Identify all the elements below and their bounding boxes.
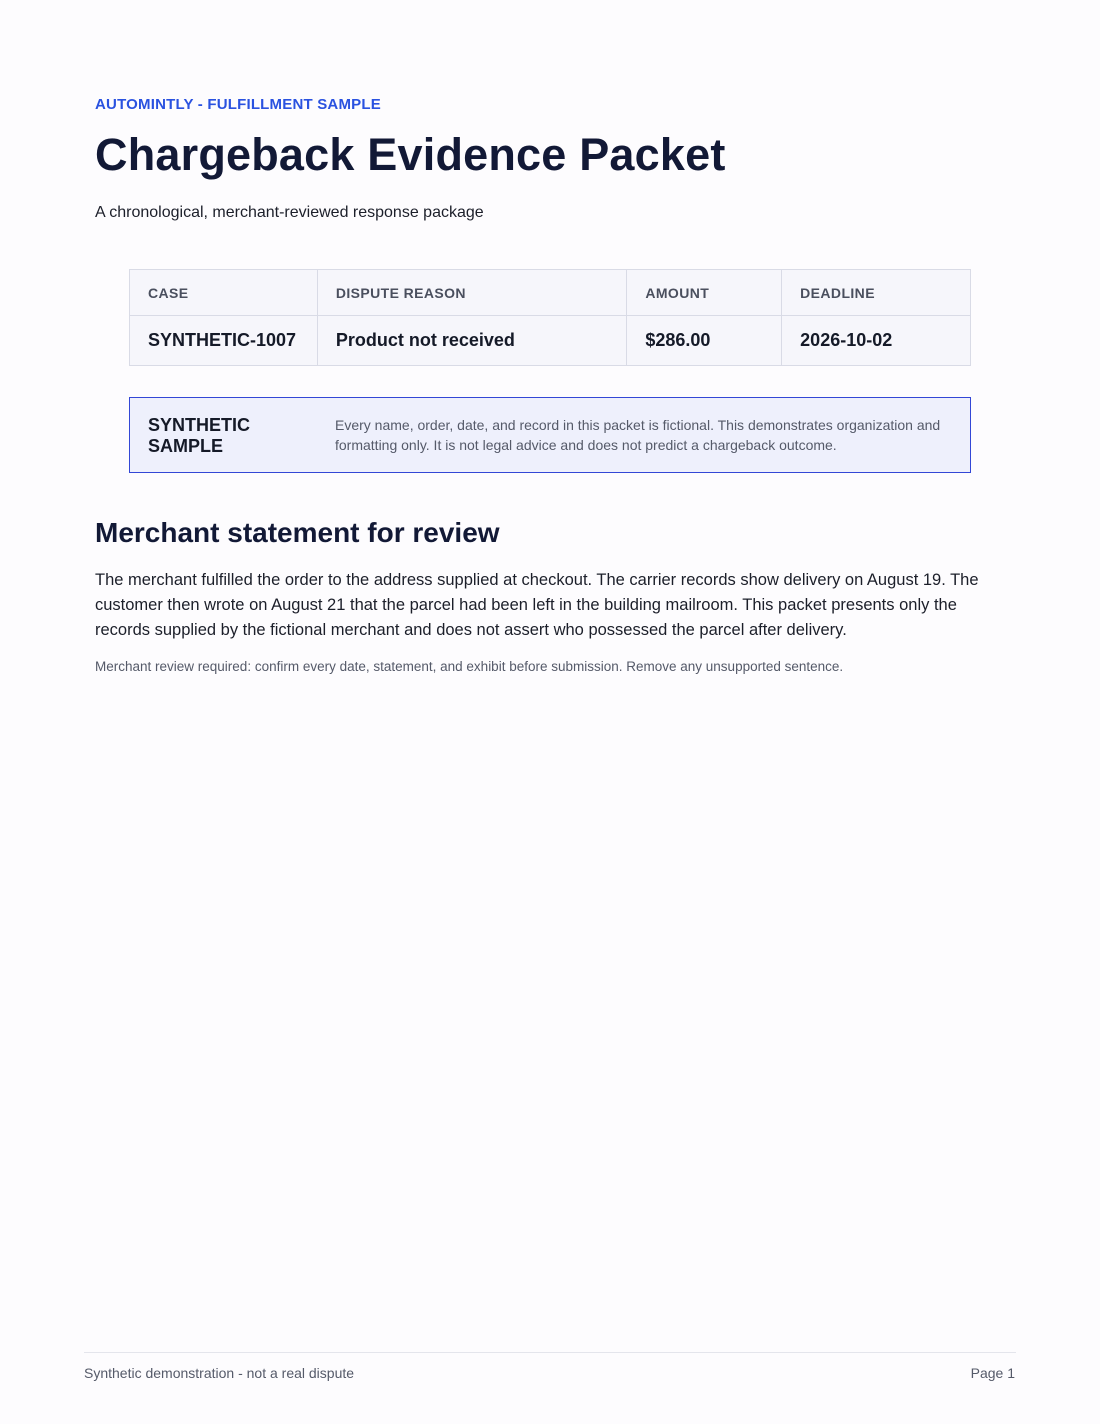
case-summary-value-row: [130, 316, 971, 366]
page-title: Chargeback Evidence Packet: [95, 129, 726, 180]
synthetic-sample-notice: [129, 397, 971, 473]
section-heading: Merchant statement for review: [95, 517, 500, 548]
case-summary-header-row: [130, 270, 971, 316]
merchant-statement: The merchant fulfilled the order to the address supplied at checkout. The carrier records show delivery on August 19. The customer then wrote on August 21 that the parcel had been left in the building mailroom. This packet presents only the records supplied by the fictional merchant and does not assert who possessed the parcel after delivery.: [95, 571, 979, 639]
dispute-reason-column-header: DISPUTE REASON: [317, 270, 626, 316]
page-number: Page 1: [970, 1365, 1015, 1381]
case-summary-table: [129, 269, 971, 366]
notice-label-line: SYNTHETIC: [148, 415, 251, 435]
footer-divider: [84, 1352, 1016, 1353]
deadline-column-header: DEADLINE: [782, 270, 971, 316]
case-column-header: CASE: [130, 270, 318, 316]
notice-text: Every name, order, date, and record in this packet is fictional. This demonstrates organization and formatting only. It is not legal advice and does not predict a chargeback outcome.: [335, 417, 941, 453]
amount-column-header: AMOUNT: [627, 270, 782, 316]
notice-label: [148, 415, 298, 457]
document-eyebrow: AUTOMINTLY - FULFILLMENT SAMPLE: [95, 96, 381, 113]
case-id-value: SYNTHETIC-1007: [130, 316, 318, 366]
review-note: Merchant review required: confirm every date, statement, and exhibit before submission. Remove any unsupported sentence.: [95, 659, 844, 674]
dispute-reason-value: Product not received: [317, 316, 626, 366]
footer-disclaimer: Synthetic demonstration - not a real dispute: [84, 1365, 355, 1381]
page-subtitle: A chronological, merchant-reviewed response package: [95, 204, 484, 221]
amount-value: $286.00: [627, 316, 782, 366]
notice-label-line: SAMPLE: [148, 436, 224, 456]
deadline-value: 2026-10-02: [782, 316, 971, 366]
